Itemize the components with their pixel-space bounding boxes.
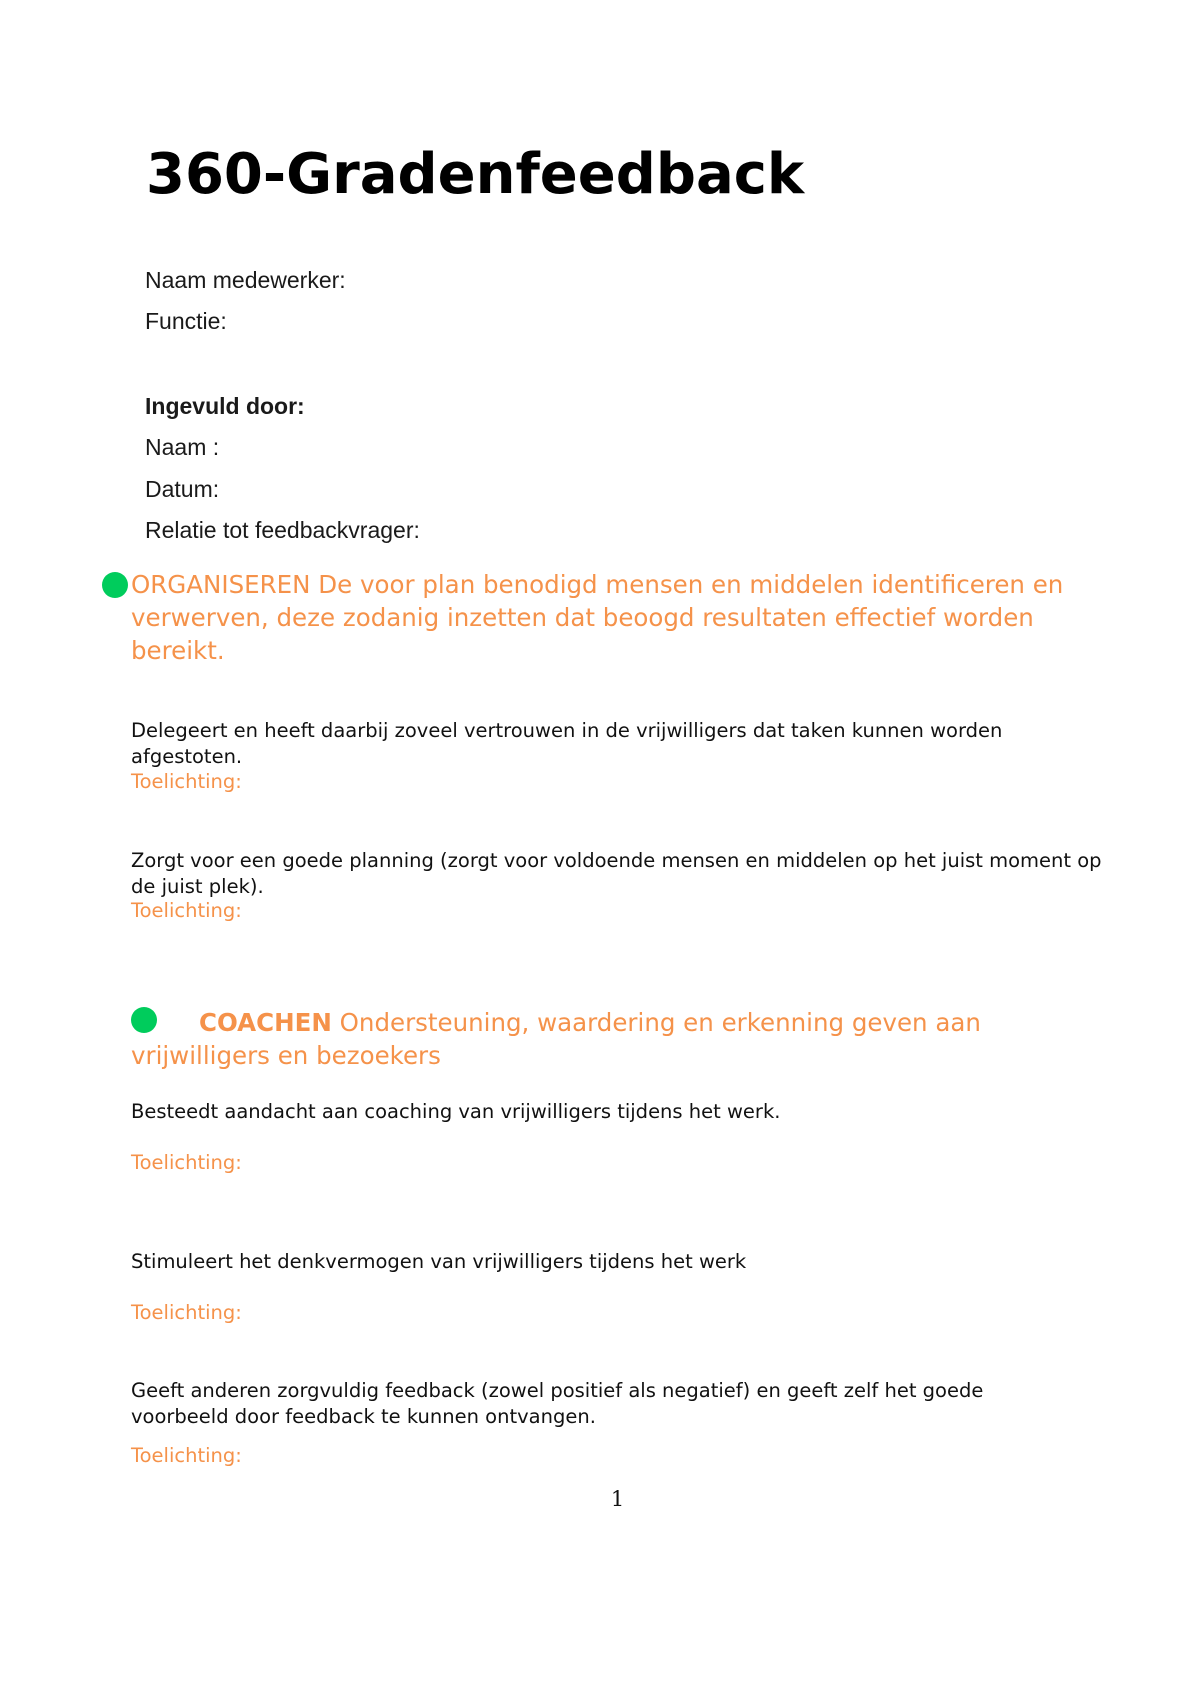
section-keyword: ORGANISEREN	[131, 570, 311, 599]
note-label: Toelichting:	[131, 1301, 242, 1324]
note-label: Toelichting:	[131, 1444, 242, 1467]
relation-label: Relatie tot feedbackvrager:	[145, 517, 420, 543]
note-label: Toelichting:	[131, 770, 242, 793]
section-keyword: COACHEN	[199, 1008, 332, 1037]
section-heading-coachen	[131, 1006, 1011, 1072]
criterion-text: Besteedt aandacht aan coaching van vrijwilligers tijdens het werk.	[131, 1100, 781, 1123]
section-heading-text: De voor plan benodigd mensen en middelen identificeren en verwerven, deze zodanig inzetten dat beoogd resultaten effectief worden bereikt.	[131, 570, 1064, 665]
green-circle-icon	[102, 572, 128, 598]
criterion-text: Delegeert en heeft daarbij zoveel vertrouwen in de vrijwilligers dat taken kunnen worden afgestoten.	[131, 719, 1003, 768]
section-heading-text: Ondersteuning, waardering en erkenning geven aan vrijwilligers en bezoekers	[131, 1008, 981, 1070]
date-label: Datum:	[145, 476, 220, 502]
name-label: Naam :	[145, 434, 220, 460]
criterion-text: Geeft anderen zorgvuldig feedback (zowel positief als negatief) en geeft zelf het goede voorbeeld door feedback te kunnen ontvangen.	[131, 1379, 984, 1428]
criterion-text: Stimuleert het denkvermogen van vrijwilligers tijdens het werk	[131, 1250, 747, 1273]
filled-by-heading: Ingevuld door:	[145, 393, 305, 419]
page-number: 1	[610, 1487, 625, 1511]
criterion-text: Zorgt voor een goede planning (zorgt voor voldoende mensen en middelen op het juist moment op de juist plek).	[131, 849, 1102, 898]
page-title: 360-Gradenfeedback	[146, 142, 805, 207]
note-label: Toelichting:	[131, 1151, 242, 1174]
function-label: Functie:	[145, 308, 227, 334]
note-label: Toelichting:	[131, 899, 242, 922]
section-heading-organiseren	[131, 568, 1111, 667]
employee-name-label: Naam medewerker:	[145, 267, 346, 293]
